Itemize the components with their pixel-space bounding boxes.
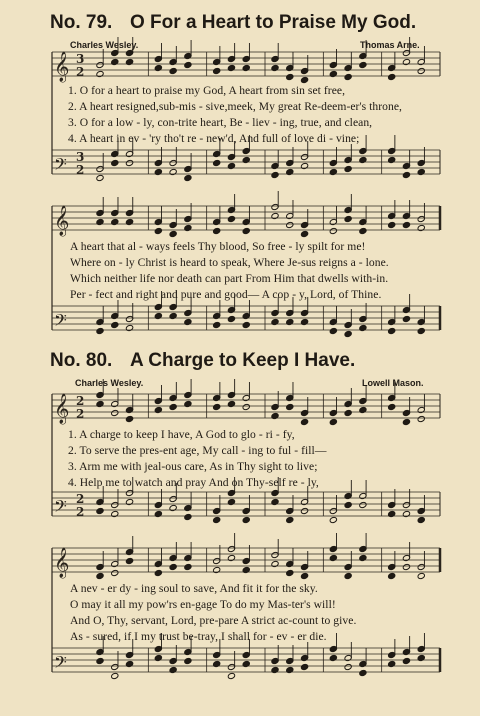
- note-head: [402, 563, 410, 570]
- note-head: [359, 227, 367, 234]
- note-head: [271, 666, 279, 673]
- bass-clef-icon: 𝄢: [54, 652, 67, 676]
- note-head: [402, 171, 410, 178]
- hymn-79-verse-2-line-1: 2. A heart resigned,sub-mis - sive,meek, My great Re-deem-er's throne,: [68, 100, 402, 113]
- note-head: [184, 513, 192, 520]
- hymn-79-verse-1-line-2: A heart that al - ways feels Thy blood, So free - ly spilt for me!: [70, 240, 366, 253]
- note-head: [213, 566, 221, 573]
- note-head: [169, 168, 177, 175]
- note-head: [286, 221, 294, 228]
- note-head: [213, 660, 221, 667]
- note-head: [184, 224, 192, 231]
- note-head: [271, 171, 279, 178]
- note-head: [213, 227, 221, 234]
- time-signature-bottom: 2: [76, 407, 85, 421]
- note-head: [344, 165, 352, 172]
- note-head: [111, 569, 119, 576]
- note-head: [388, 221, 396, 228]
- note-head: [169, 504, 177, 511]
- note-head: [301, 418, 309, 425]
- time-signature-top: 2: [76, 492, 85, 506]
- note-head: [329, 168, 337, 175]
- note-head: [301, 318, 309, 325]
- note-head: [402, 657, 410, 664]
- note-head: [213, 403, 221, 410]
- bass-clef-icon: 𝄢: [54, 154, 67, 178]
- note-head: [111, 510, 119, 517]
- note-head: [329, 516, 337, 523]
- note-head: [111, 159, 119, 166]
- note-head: [111, 409, 119, 416]
- note-head: [286, 403, 294, 410]
- note-head: [227, 672, 235, 679]
- note-head: [329, 654, 337, 661]
- hymn-79-verse-4-line-1: 4. A heart in ev - 'ry tho't re - new'd, And full of love di - vine;: [68, 132, 360, 145]
- note-head: [329, 554, 337, 561]
- note-head: [417, 67, 425, 74]
- note-head: [271, 318, 279, 325]
- time-signature-top: 2: [76, 394, 85, 408]
- note-head: [184, 318, 192, 325]
- note-head: [344, 501, 352, 508]
- note-head: [359, 554, 367, 561]
- note-head: [126, 660, 134, 667]
- note-head: [213, 516, 221, 523]
- note-head: [126, 58, 134, 65]
- bass-clef-icon: 𝄢: [54, 496, 67, 520]
- note-head: [329, 227, 337, 234]
- note-head: [111, 58, 119, 65]
- hymn-79-number: No. 79.: [50, 12, 113, 33]
- note-head: [417, 654, 425, 661]
- hymn-80-verse-1-line-2: A nev - er dy - ing soul to save, And fit it for the sky.: [70, 582, 318, 595]
- note-head: [344, 663, 352, 670]
- note-head: [227, 215, 235, 222]
- hymn-80-verse-1-line-1: 1. A charge to keep I have, A God to glo - ri - fy,: [68, 428, 295, 441]
- note-head: [301, 162, 309, 169]
- note-head: [388, 156, 396, 163]
- treble-clef-icon: 𝄞: [54, 52, 70, 82]
- note-head: [301, 572, 309, 579]
- note-head: [213, 159, 221, 166]
- hymn-80-number: No. 80.: [50, 350, 113, 371]
- note-head: [154, 64, 162, 71]
- note-head: [417, 415, 425, 422]
- note-head: [227, 64, 235, 71]
- note-head: [184, 174, 192, 181]
- hymn-79-music-credit: Thomas Arne.: [360, 40, 420, 50]
- note-head: [169, 403, 177, 410]
- note-head: [242, 516, 250, 523]
- hymn-80-music-credit: Lowell Mason.: [362, 378, 424, 388]
- hymn-79-title: [50, 12, 416, 34]
- note-head: [359, 669, 367, 676]
- note-head: [329, 418, 337, 425]
- note-head: [344, 409, 352, 416]
- time-signature-bottom: 2: [76, 505, 85, 519]
- time-signature-top: 3: [76, 150, 85, 164]
- note-head: [126, 324, 134, 331]
- bass-clef-icon: 𝄢: [54, 310, 67, 334]
- note-head: [154, 569, 162, 576]
- hymn-79-verse-3-line-2: Which neither life nor death can part From Him that dwells with-in.: [70, 272, 389, 285]
- treble-clef-icon: 𝄞: [54, 548, 70, 578]
- note-head: [359, 324, 367, 331]
- note-head: [96, 400, 104, 407]
- note-head: [402, 510, 410, 517]
- note-head: [242, 227, 250, 234]
- note-head: [286, 516, 294, 523]
- note-head: [227, 315, 235, 322]
- note-head: [154, 406, 162, 413]
- note-head: [301, 663, 309, 670]
- hymn-79-verse-2-line-2: Where on - ly Christ is heard to speak, Where Je-sus reigns a - lone.: [70, 256, 389, 269]
- note-head: [329, 327, 337, 334]
- note-head: [417, 168, 425, 175]
- note-head: [169, 312, 177, 319]
- note-head: [359, 61, 367, 68]
- note-head: [417, 224, 425, 231]
- time-signature-top: 3: [76, 52, 85, 66]
- note-head: [388, 327, 396, 334]
- note-head: [126, 498, 134, 505]
- note-head: [388, 403, 396, 410]
- hymn-79-words-credit: Charles Wesley.: [70, 40, 139, 50]
- note-head: [126, 557, 134, 564]
- note-head: [344, 215, 352, 222]
- note-head: [242, 64, 250, 71]
- note-head: [388, 510, 396, 517]
- treble-clef-icon: 𝄞: [54, 206, 70, 236]
- note-head: [301, 76, 309, 83]
- note-head: [344, 330, 352, 337]
- note-head: [301, 507, 309, 514]
- treble-clef-icon: 𝄞: [54, 394, 70, 424]
- note-head: [227, 554, 235, 561]
- note-head: [402, 221, 410, 228]
- note-head: [213, 321, 221, 328]
- hymn-80-verse-4-line-1: 4. Help me to watch and pray And on Thy-self re - ly,: [68, 476, 319, 489]
- note-head: [417, 327, 425, 334]
- note-head: [96, 657, 104, 664]
- note-head: [169, 230, 177, 237]
- note-head: [242, 660, 250, 667]
- note-head: [126, 159, 134, 166]
- note-head: [388, 73, 396, 80]
- note-head: [271, 560, 279, 567]
- note-head: [417, 516, 425, 523]
- note-head: [286, 73, 294, 80]
- note-head: [301, 230, 309, 237]
- note-head: [96, 572, 104, 579]
- note-head: [96, 70, 104, 77]
- note-head: [286, 569, 294, 576]
- note-head: [184, 400, 192, 407]
- note-head: [388, 572, 396, 579]
- note-head: [111, 218, 119, 225]
- note-head: [169, 666, 177, 673]
- hymn-79-verse-1-line-1: 1. O for a heart to praise my God, A heart from sin set free,: [68, 84, 346, 97]
- note-head: [359, 156, 367, 163]
- note-head: [242, 403, 250, 410]
- hymn-80-title: [50, 350, 355, 372]
- note-head: [359, 501, 367, 508]
- note-head: [329, 70, 337, 77]
- note-head: [344, 572, 352, 579]
- hymn-80-verse-2-line-1: 2. To serve the pres-ent age, My call - ing to ful - fill—: [68, 444, 327, 457]
- note-head: [169, 67, 177, 74]
- note-head: [154, 227, 162, 234]
- note-head: [126, 218, 134, 225]
- hymn-79-name: O For a Heart to Praise My God.: [130, 12, 417, 33]
- note-head: [271, 498, 279, 505]
- note-head: [286, 318, 294, 325]
- note-head: [169, 563, 177, 570]
- hymn-80-verse-2-line-2: O may it all my pow'rs en-gage To do my Mas-ter's will!: [70, 598, 336, 611]
- note-head: [126, 415, 134, 422]
- note-head: [184, 61, 192, 68]
- note-head: [227, 162, 235, 169]
- note-head: [213, 67, 221, 74]
- note-head: [184, 657, 192, 664]
- note-head: [271, 212, 279, 219]
- note-head: [286, 168, 294, 175]
- note-head: [111, 321, 119, 328]
- hymn-80-verse-4-line-2: As - sured, if I my trust be-tray, I shall for - ev - er die.: [70, 630, 327, 643]
- note-head: [154, 312, 162, 319]
- note-head: [154, 654, 162, 661]
- note-head: [271, 412, 279, 419]
- note-head: [96, 327, 104, 334]
- time-signature-bottom: 2: [76, 163, 85, 177]
- note-head: [242, 321, 250, 328]
- note-head: [417, 572, 425, 579]
- hymn-79-verse-3-line-1: 3. O for a low - ly, con-trite heart, Be - liev - ing, true, and clean,: [68, 116, 373, 129]
- note-head: [286, 666, 294, 673]
- hymn-80-verse-3-line-1: 3. Arm me with jeal-ous care, As in Thy sight to live;: [68, 460, 318, 473]
- hymn-80-name: A Charge to Keep I Have.: [130, 350, 356, 371]
- note-head: [388, 660, 396, 667]
- hymn-79-verse-4-line-2: Per - fect and right and pure and good— A cop - y, Lord, of Thine.: [70, 288, 382, 301]
- note-head: [359, 406, 367, 413]
- note-head: [227, 498, 235, 505]
- note-head: [242, 566, 250, 573]
- hymn-80-verse-3-line-2: And O, Thy, servant, Lord, pre-pare A strict ac-count to give.: [70, 614, 357, 627]
- note-head: [154, 168, 162, 175]
- note-head: [184, 563, 192, 570]
- note-head: [402, 418, 410, 425]
- note-head: [96, 174, 104, 181]
- note-head: [344, 73, 352, 80]
- note-head: [227, 400, 235, 407]
- note-head: [96, 218, 104, 225]
- note-head: [271, 64, 279, 71]
- note-head: [111, 672, 119, 679]
- note-head: [96, 507, 104, 514]
- note-head: [402, 315, 410, 322]
- note-head: [154, 510, 162, 517]
- hymn-80-words-credit: Charles Wesley.: [75, 378, 144, 388]
- note-head: [402, 58, 410, 65]
- note-head: [242, 156, 250, 163]
- time-signature-bottom: 2: [76, 65, 85, 79]
